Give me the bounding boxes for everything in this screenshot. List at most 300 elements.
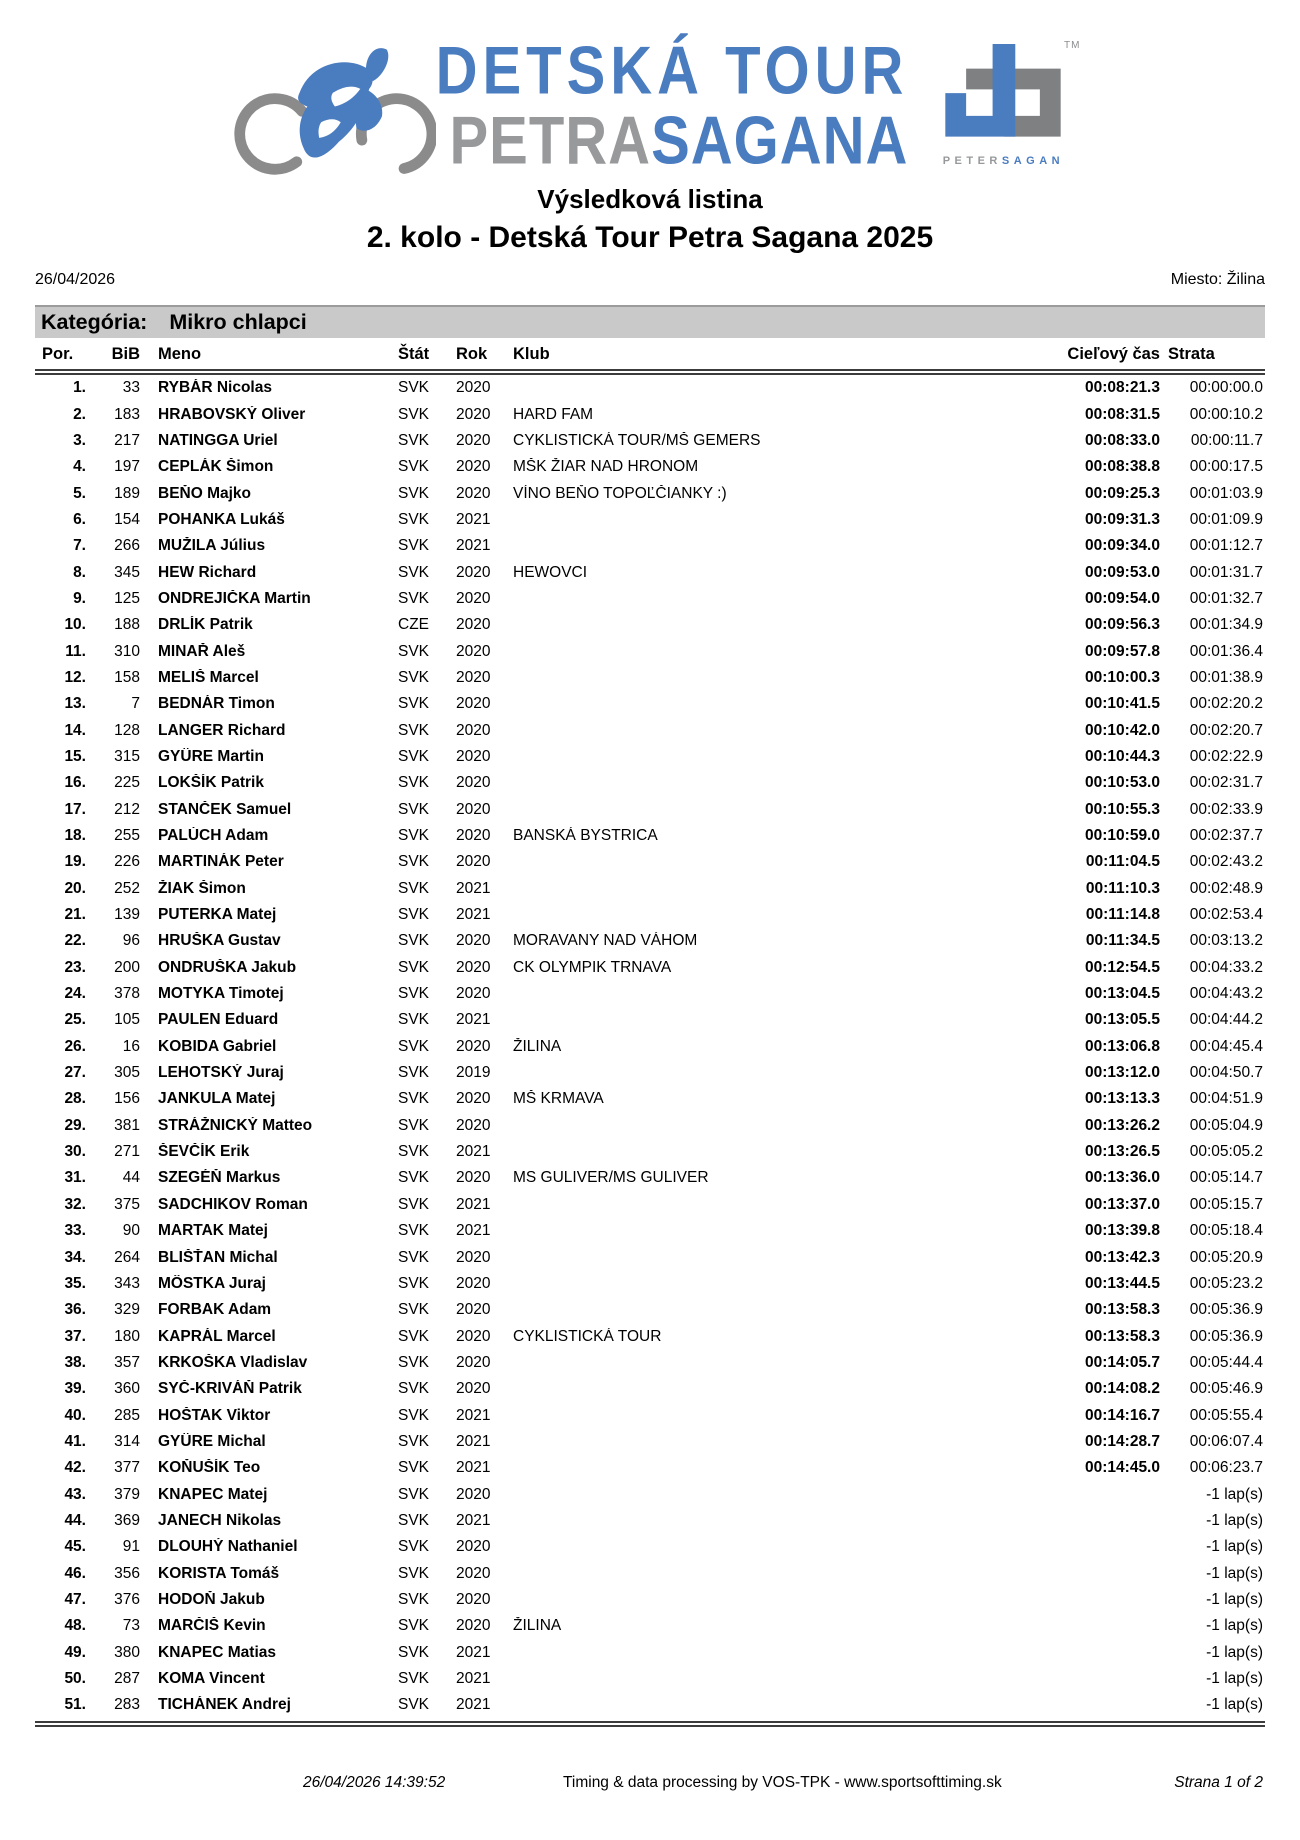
cell-rok: 2019 [456, 1064, 491, 1082]
cell-meno: MUŽILA Július [158, 537, 266, 555]
cell-cas: 00:09:54.0 [1085, 589, 1160, 607]
cell-meno: KORISTA Tomáš [158, 1564, 280, 1582]
cell-rok: 2020 [456, 616, 491, 634]
cell-rok: 2020 [456, 853, 491, 871]
cell-cas: 00:08:21.3 [1085, 379, 1160, 397]
cell-meno: POHANKA Lukáš [158, 510, 285, 528]
cell-rok: 2020 [456, 695, 491, 713]
table-row [35, 1218, 1265, 1244]
cell-rok: 2020 [456, 1327, 491, 1345]
cell-strata: 00:02:20.2 [1189, 695, 1263, 713]
cell-strata: -1 lap(s) [1206, 1485, 1263, 1503]
cell-meno: MARTAK Matej [158, 1222, 268, 1240]
cell-por: 48. [64, 1617, 86, 1635]
category-label: Kategória: [41, 310, 148, 334]
cell-stat: SVK [398, 1037, 430, 1055]
cell-rok: 2020 [456, 1590, 491, 1608]
cell-strata: 00:05:14.7 [1189, 1169, 1263, 1187]
cell-bib: 44 [122, 1169, 140, 1187]
cell-bib: 158 [114, 668, 140, 686]
table-row [35, 1666, 1265, 1692]
cell-cas: 00:13:26.5 [1085, 1143, 1160, 1161]
table-row [35, 744, 1265, 770]
cell-bib: 91 [122, 1538, 140, 1556]
col-header-strata: Strata [1168, 345, 1215, 363]
table-row [35, 1007, 1265, 1033]
cell-por: 35. [64, 1274, 86, 1292]
results-table [35, 343, 1265, 1727]
cell-rok: 2020 [456, 563, 491, 581]
cell-stat: SVK [398, 1143, 430, 1161]
cell-stat: SVK [398, 1222, 430, 1240]
cell-strata: 00:02:43.2 [1189, 853, 1263, 871]
cell-rok: 2021 [456, 1459, 491, 1477]
cell-bib: 369 [114, 1511, 140, 1529]
cell-stat: SVK [398, 1564, 430, 1582]
cell-cas: 00:08:31.5 [1085, 405, 1160, 423]
table-row [35, 1297, 1265, 1323]
cell-stat: SVK [398, 1011, 430, 1029]
cell-por: 2. [73, 405, 86, 423]
cell-bib: 305 [114, 1064, 140, 1082]
cell-meno: PUTERKA Matej [158, 906, 277, 924]
cell-cas: 00:10:42.0 [1085, 721, 1160, 739]
cell-stat: SVK [398, 853, 430, 871]
table-row [35, 1060, 1265, 1086]
cell-strata: 00:01:09.9 [1189, 510, 1263, 528]
cell-por: 31. [64, 1169, 86, 1187]
ps-monogram-icon [937, 44, 1069, 148]
cell-stat: SVK [398, 695, 430, 713]
cell-por: 19. [64, 853, 86, 871]
cell-bib: 16 [122, 1037, 140, 1055]
cell-meno: KOMA Vincent [158, 1670, 265, 1688]
cell-bib: 226 [114, 853, 140, 871]
table-row [35, 823, 1265, 849]
table-row [35, 1086, 1265, 1112]
cell-cas: 00:08:33.0 [1085, 431, 1160, 449]
cell-stat: SVK [398, 1696, 430, 1714]
cell-por: 1. [73, 379, 86, 397]
cell-meno: DLOUHÝ Nathaniel [158, 1538, 298, 1556]
cell-meno: GYÜRE Michal [158, 1432, 266, 1450]
logo-line2-gray: PETRA [449, 103, 652, 179]
cell-klub: VÍNO BEŇO TOPOĽČIANKY :) [513, 484, 727, 502]
cell-meno: MARČIŠ Kevin [158, 1617, 266, 1635]
cell-stat: SVK [398, 1116, 430, 1134]
table-row [35, 876, 1265, 902]
table-row [35, 507, 1265, 533]
cell-por: 34. [64, 1248, 86, 1266]
cell-bib: 189 [114, 484, 140, 502]
cell-cas: 00:09:56.3 [1085, 616, 1160, 634]
cell-strata: 00:01:36.4 [1189, 642, 1263, 660]
cell-meno: DRLÍK Patrik [158, 616, 253, 634]
cell-por: 3. [73, 431, 86, 449]
cell-stat: SVK [398, 1670, 430, 1688]
cell-cas: 00:13:12.0 [1085, 1064, 1160, 1082]
cell-strata: 00:02:53.4 [1189, 906, 1263, 924]
cell-bib: 33 [122, 379, 140, 397]
cell-bib: 376 [114, 1590, 140, 1608]
cell-cas: 00:11:04.5 [1085, 853, 1160, 871]
cell-cas: 00:14:08.2 [1085, 1380, 1160, 1398]
cell-cas: 00:10:55.3 [1085, 800, 1160, 818]
cell-rok: 2020 [456, 1564, 491, 1582]
cell-klub: MS GULIVER/MS GULIVER [513, 1169, 709, 1187]
cell-meno: MELIŠ Marcel [158, 668, 259, 686]
cell-bib: 212 [114, 800, 140, 818]
cell-cas: 00:08:38.8 [1085, 458, 1160, 476]
cell-por: 5. [73, 484, 86, 502]
cell-stat: SVK [398, 1511, 430, 1529]
table-row [35, 1508, 1265, 1534]
cell-stat: SVK [398, 774, 430, 792]
trademark-symbol: TM [1063, 40, 1081, 51]
cell-strata: 00:05:36.9 [1189, 1327, 1263, 1345]
cell-rok: 2020 [456, 827, 491, 845]
cell-strata: 00:02:33.9 [1189, 800, 1263, 818]
footer-timing-credit: Timing & data processing by VOS-TPK - www.sportsofttiming.sk [563, 1774, 1002, 1791]
cell-cas: 00:11:34.5 [1085, 932, 1160, 950]
cell-por: 13. [64, 695, 86, 713]
table-row [35, 1192, 1265, 1218]
cell-meno: CEPLÁK Šimon [158, 458, 274, 476]
cell-klub: HEWOVCI [513, 563, 588, 581]
cell-bib: 380 [114, 1643, 140, 1661]
cell-meno: STRÁŽNICKÝ Matteo [158, 1116, 313, 1134]
cell-bib: 225 [114, 774, 140, 792]
cell-bib: 315 [114, 747, 140, 765]
cell-por: 47. [64, 1590, 86, 1608]
cell-stat: SVK [398, 1617, 430, 1635]
cell-cas: 00:10:41.5 [1085, 695, 1160, 713]
table-row [35, 480, 1265, 506]
cell-bib: 73 [122, 1617, 140, 1635]
table-row [35, 928, 1265, 954]
cell-cas: 00:13:26.2 [1085, 1116, 1160, 1134]
cell-por: 42. [64, 1459, 86, 1477]
cell-rok: 2020 [456, 774, 491, 792]
cell-strata: -1 lap(s) [1206, 1617, 1263, 1635]
cell-bib: 125 [114, 589, 140, 607]
cell-meno: SYČ-KRIVÁŇ Patrik [158, 1380, 302, 1398]
cell-cas: 00:10:53.0 [1085, 774, 1160, 792]
cell-por: 44. [64, 1511, 86, 1529]
cell-bib: 356 [114, 1564, 140, 1582]
cell-cas: 00:14:05.7 [1085, 1353, 1160, 1371]
cell-cas: 00:09:34.0 [1085, 537, 1160, 555]
cell-meno: KOBIDA Gabriel [158, 1037, 277, 1055]
cell-bib: 343 [114, 1274, 140, 1292]
cell-bib: 264 [114, 1248, 140, 1266]
cell-stat: SVK [398, 800, 430, 818]
table-row [35, 1481, 1265, 1507]
meta-row [35, 271, 1265, 289]
cell-bib: 139 [114, 906, 140, 924]
cell-stat: SVK [398, 1643, 430, 1661]
cell-bib: 378 [114, 985, 140, 1003]
table-row [35, 955, 1265, 981]
cell-stat: SVK [398, 589, 430, 607]
cell-bib: 183 [114, 405, 140, 423]
cell-cas: 00:14:45.0 [1085, 1459, 1160, 1477]
cell-meno: MINAŘ Aleš [158, 642, 246, 660]
cell-meno: HEW Richard [158, 563, 257, 581]
cell-stat: SVK [398, 827, 430, 845]
cell-stat: SVK [398, 1406, 430, 1424]
cell-stat: SVK [398, 1301, 430, 1319]
cell-rok: 2020 [456, 1169, 491, 1187]
cell-meno: SZEGÉŇ Markus [158, 1169, 281, 1187]
cell-klub: MŠ KRMAVA [513, 1090, 604, 1108]
cell-cas: 00:12:54.5 [1085, 958, 1160, 976]
cell-bib: 360 [114, 1380, 140, 1398]
cell-meno: KNAPEC Matej [158, 1485, 268, 1503]
cell-strata: 00:06:07.4 [1189, 1432, 1263, 1450]
table-row [35, 1692, 1265, 1718]
cell-stat: SVK [398, 1195, 430, 1213]
cell-klub: MORAVANY NAD VÁHOM [513, 932, 698, 950]
cell-strata: 00:02:20.7 [1189, 721, 1263, 739]
cell-por: 17. [64, 800, 86, 818]
cell-rok: 2020 [456, 747, 491, 765]
col-header-rok: Rok [456, 345, 488, 363]
table-row [35, 1534, 1265, 1560]
cell-bib: 283 [114, 1696, 140, 1714]
cell-rok: 2020 [456, 1380, 491, 1398]
cell-meno: BEŇO Majko [158, 484, 252, 502]
cell-meno: KNAPEC Matias [158, 1643, 276, 1661]
cell-rok: 2020 [456, 1353, 491, 1371]
cell-bib: 375 [114, 1195, 140, 1213]
cell-meno: MOTYKA Timotej [158, 985, 284, 1003]
table-row [35, 1376, 1265, 1402]
cell-meno: BEDNÁR Timon [158, 695, 275, 713]
cell-meno: PAULEN Eduard [158, 1011, 279, 1029]
cell-rok: 2021 [456, 1011, 491, 1029]
cell-rok: 2020 [456, 1090, 491, 1108]
cell-stat: SVK [398, 721, 430, 739]
cell-rok: 2021 [456, 1670, 491, 1688]
cell-bib: 200 [114, 958, 140, 976]
cell-rok: 2021 [456, 1222, 491, 1240]
cell-por: 46. [64, 1564, 86, 1582]
cell-stat: SVK [398, 879, 430, 897]
table-row [35, 770, 1265, 796]
cyclist-icon [218, 32, 436, 184]
petersagan-wordmark [924, 155, 1082, 167]
table-row [35, 454, 1265, 480]
cell-por: 32. [64, 1195, 86, 1213]
cell-strata: 00:00:11.7 [1190, 431, 1263, 449]
cell-cas: 00:13:44.5 [1085, 1274, 1160, 1292]
table-row [35, 1613, 1265, 1639]
cell-stat: CZE [398, 616, 429, 634]
table-row [35, 1402, 1265, 1428]
cell-por: 49. [64, 1643, 86, 1661]
footer-page-number: Strana 1 of 2 [1174, 1774, 1263, 1791]
table-row [35, 1350, 1265, 1376]
table-row [35, 1165, 1265, 1191]
cell-bib: 310 [114, 642, 140, 660]
cell-strata: 00:05:46.9 [1189, 1380, 1263, 1398]
cell-meno: NATINGGA Uriel [158, 431, 278, 449]
cell-stat: SVK [398, 1432, 430, 1450]
page-subtitle: 2. kolo - Detská Tour Petra Sagana 2025 [366, 221, 934, 254]
cell-cas: 00:10:44.3 [1085, 747, 1160, 765]
col-header-por: Por. [42, 345, 74, 363]
cell-meno: JANKULA Matej [158, 1090, 276, 1108]
cell-por: 20. [64, 879, 86, 897]
cell-rok: 2020 [456, 1485, 491, 1503]
cell-meno: HODOŇ Jakub [158, 1590, 265, 1608]
table-row [35, 1244, 1265, 1270]
table-body [35, 375, 1265, 1719]
cell-por: 43. [64, 1485, 86, 1503]
col-header-stat: Štát [398, 345, 430, 363]
cell-bib: 217 [114, 431, 140, 449]
cell-bib: 345 [114, 563, 140, 581]
cell-bib: 7 [131, 695, 140, 713]
cell-stat: SVK [398, 405, 430, 423]
cell-strata: 00:02:22.9 [1189, 747, 1263, 765]
cell-stat: SVK [398, 1485, 430, 1503]
table-row [35, 1271, 1265, 1297]
cell-por: 45. [64, 1538, 86, 1556]
cell-bib: 90 [122, 1222, 140, 1240]
cell-bib: 156 [114, 1090, 140, 1108]
cell-rok: 2020 [456, 431, 491, 449]
cell-strata: 00:05:15.7 [1189, 1195, 1263, 1213]
cell-strata: 00:02:37.7 [1189, 827, 1263, 845]
cell-cas: 00:13:58.3 [1085, 1327, 1160, 1345]
cell-bib: 285 [114, 1406, 140, 1424]
cell-bib: 287 [114, 1670, 140, 1688]
cell-bib: 197 [114, 458, 140, 476]
cell-por: 4. [73, 458, 86, 476]
col-header-klub: Klub [513, 345, 550, 363]
cell-rok: 2021 [456, 1143, 491, 1161]
cell-por: 10. [64, 616, 86, 634]
cell-por: 22. [64, 932, 86, 950]
cell-meno: KOŇUŠÍK Teo [158, 1459, 261, 1477]
table-row [35, 1323, 1265, 1349]
cell-cas: 00:13:36.0 [1085, 1169, 1160, 1187]
cell-strata: -1 lap(s) [1206, 1696, 1263, 1714]
table-row [35, 1429, 1265, 1455]
cell-stat: SVK [398, 985, 430, 1003]
logo-line1: DETSKÁ TOUR [435, 33, 909, 109]
cell-por: 38. [64, 1353, 86, 1371]
cell-rok: 2020 [456, 405, 491, 423]
table-row [35, 559, 1265, 585]
cell-por: 27. [64, 1064, 86, 1082]
cell-stat: SVK [398, 537, 430, 555]
cell-bib: 128 [114, 721, 140, 739]
cell-meno: LANGER Richard [158, 721, 286, 739]
event-date: 26/04/2026 [35, 271, 116, 288]
cell-strata: 00:02:48.9 [1189, 879, 1263, 897]
cell-rok: 2020 [456, 1116, 491, 1134]
cell-meno: STANČEK Samuel [158, 800, 292, 818]
cell-strata: 00:01:03.9 [1189, 484, 1263, 502]
cell-meno: TICHÁNEK Andrej [158, 1696, 291, 1714]
cell-stat: SVK [398, 932, 430, 950]
cell-bib: 329 [114, 1301, 140, 1319]
cell-por: 14. [64, 721, 86, 739]
cell-meno: LOKŠÍK Patrik [158, 774, 264, 792]
cell-bib: 357 [114, 1353, 140, 1371]
table-bottom-divider [35, 1721, 1265, 1727]
cell-cas: 00:13:13.3 [1085, 1090, 1160, 1108]
table-row [35, 1034, 1265, 1060]
cell-por: 18. [64, 827, 86, 845]
cell-bib: 314 [114, 1432, 140, 1450]
cell-cas: 00:13:42.3 [1085, 1248, 1160, 1266]
cell-rok: 2020 [456, 668, 491, 686]
cell-strata: 00:05:04.9 [1189, 1116, 1263, 1134]
cell-rok: 2021 [456, 1195, 491, 1213]
cell-por: 21. [64, 906, 86, 924]
page-footer [35, 1774, 1265, 1796]
cell-meno: ONDRUŠKA Jakub [158, 958, 297, 976]
cell-rok: 2020 [456, 800, 491, 818]
logo-wordmark-large [435, 33, 909, 179]
cell-strata: 00:00:00.0 [1189, 379, 1263, 397]
ps-monogram-block [924, 26, 1082, 167]
cell-stat: SVK [398, 1380, 430, 1398]
cell-strata: -1 lap(s) [1206, 1564, 1263, 1582]
cell-stat: SVK [398, 906, 430, 924]
cell-meno: KRKOŠKA Vladislav [158, 1353, 308, 1371]
cell-rok: 2021 [456, 1696, 491, 1714]
table-row [35, 401, 1265, 427]
cell-por: 25. [64, 1011, 86, 1029]
cell-meno: HRUŠKA Gustav [158, 932, 281, 950]
cell-por: 37. [64, 1327, 86, 1345]
table-row [35, 717, 1265, 743]
cell-cas: 00:11:14.8 [1085, 906, 1160, 924]
cell-strata: 00:00:10.2 [1189, 405, 1263, 423]
cell-por: 33. [64, 1222, 86, 1240]
cell-meno: HOŠTAK Viktor [158, 1406, 271, 1424]
cell-klub: HARD FAM [513, 405, 594, 423]
logo-line2-blue: SAGANA [651, 103, 909, 179]
table-row [35, 902, 1265, 928]
table-row [35, 1587, 1265, 1613]
cell-bib: 96 [122, 932, 140, 950]
cell-meno: HRABOVSKÝ Oliver [158, 405, 306, 423]
cell-bib: 377 [114, 1459, 140, 1477]
cell-por: 16. [64, 774, 86, 792]
cell-rok: 2020 [456, 721, 491, 739]
cell-stat: SVK [398, 379, 430, 397]
cell-strata: 00:04:43.2 [1189, 985, 1263, 1003]
cell-por: 8. [73, 563, 86, 581]
col-header-meno: Meno [158, 345, 202, 363]
cell-klub: ŽILINA [513, 1037, 562, 1055]
col-header-cas: Cieľový čas [1067, 345, 1160, 363]
cell-strata: 00:05:55.4 [1189, 1406, 1263, 1424]
table-row [35, 1139, 1265, 1165]
cell-stat: SVK [398, 642, 430, 660]
cell-bib: 266 [114, 537, 140, 555]
cell-strata: 00:05:20.9 [1189, 1248, 1263, 1266]
cell-strata: 00:05:44.4 [1189, 1353, 1263, 1371]
cell-strata: 00:04:44.2 [1189, 1011, 1263, 1029]
cell-strata: 00:04:50.7 [1189, 1064, 1263, 1082]
